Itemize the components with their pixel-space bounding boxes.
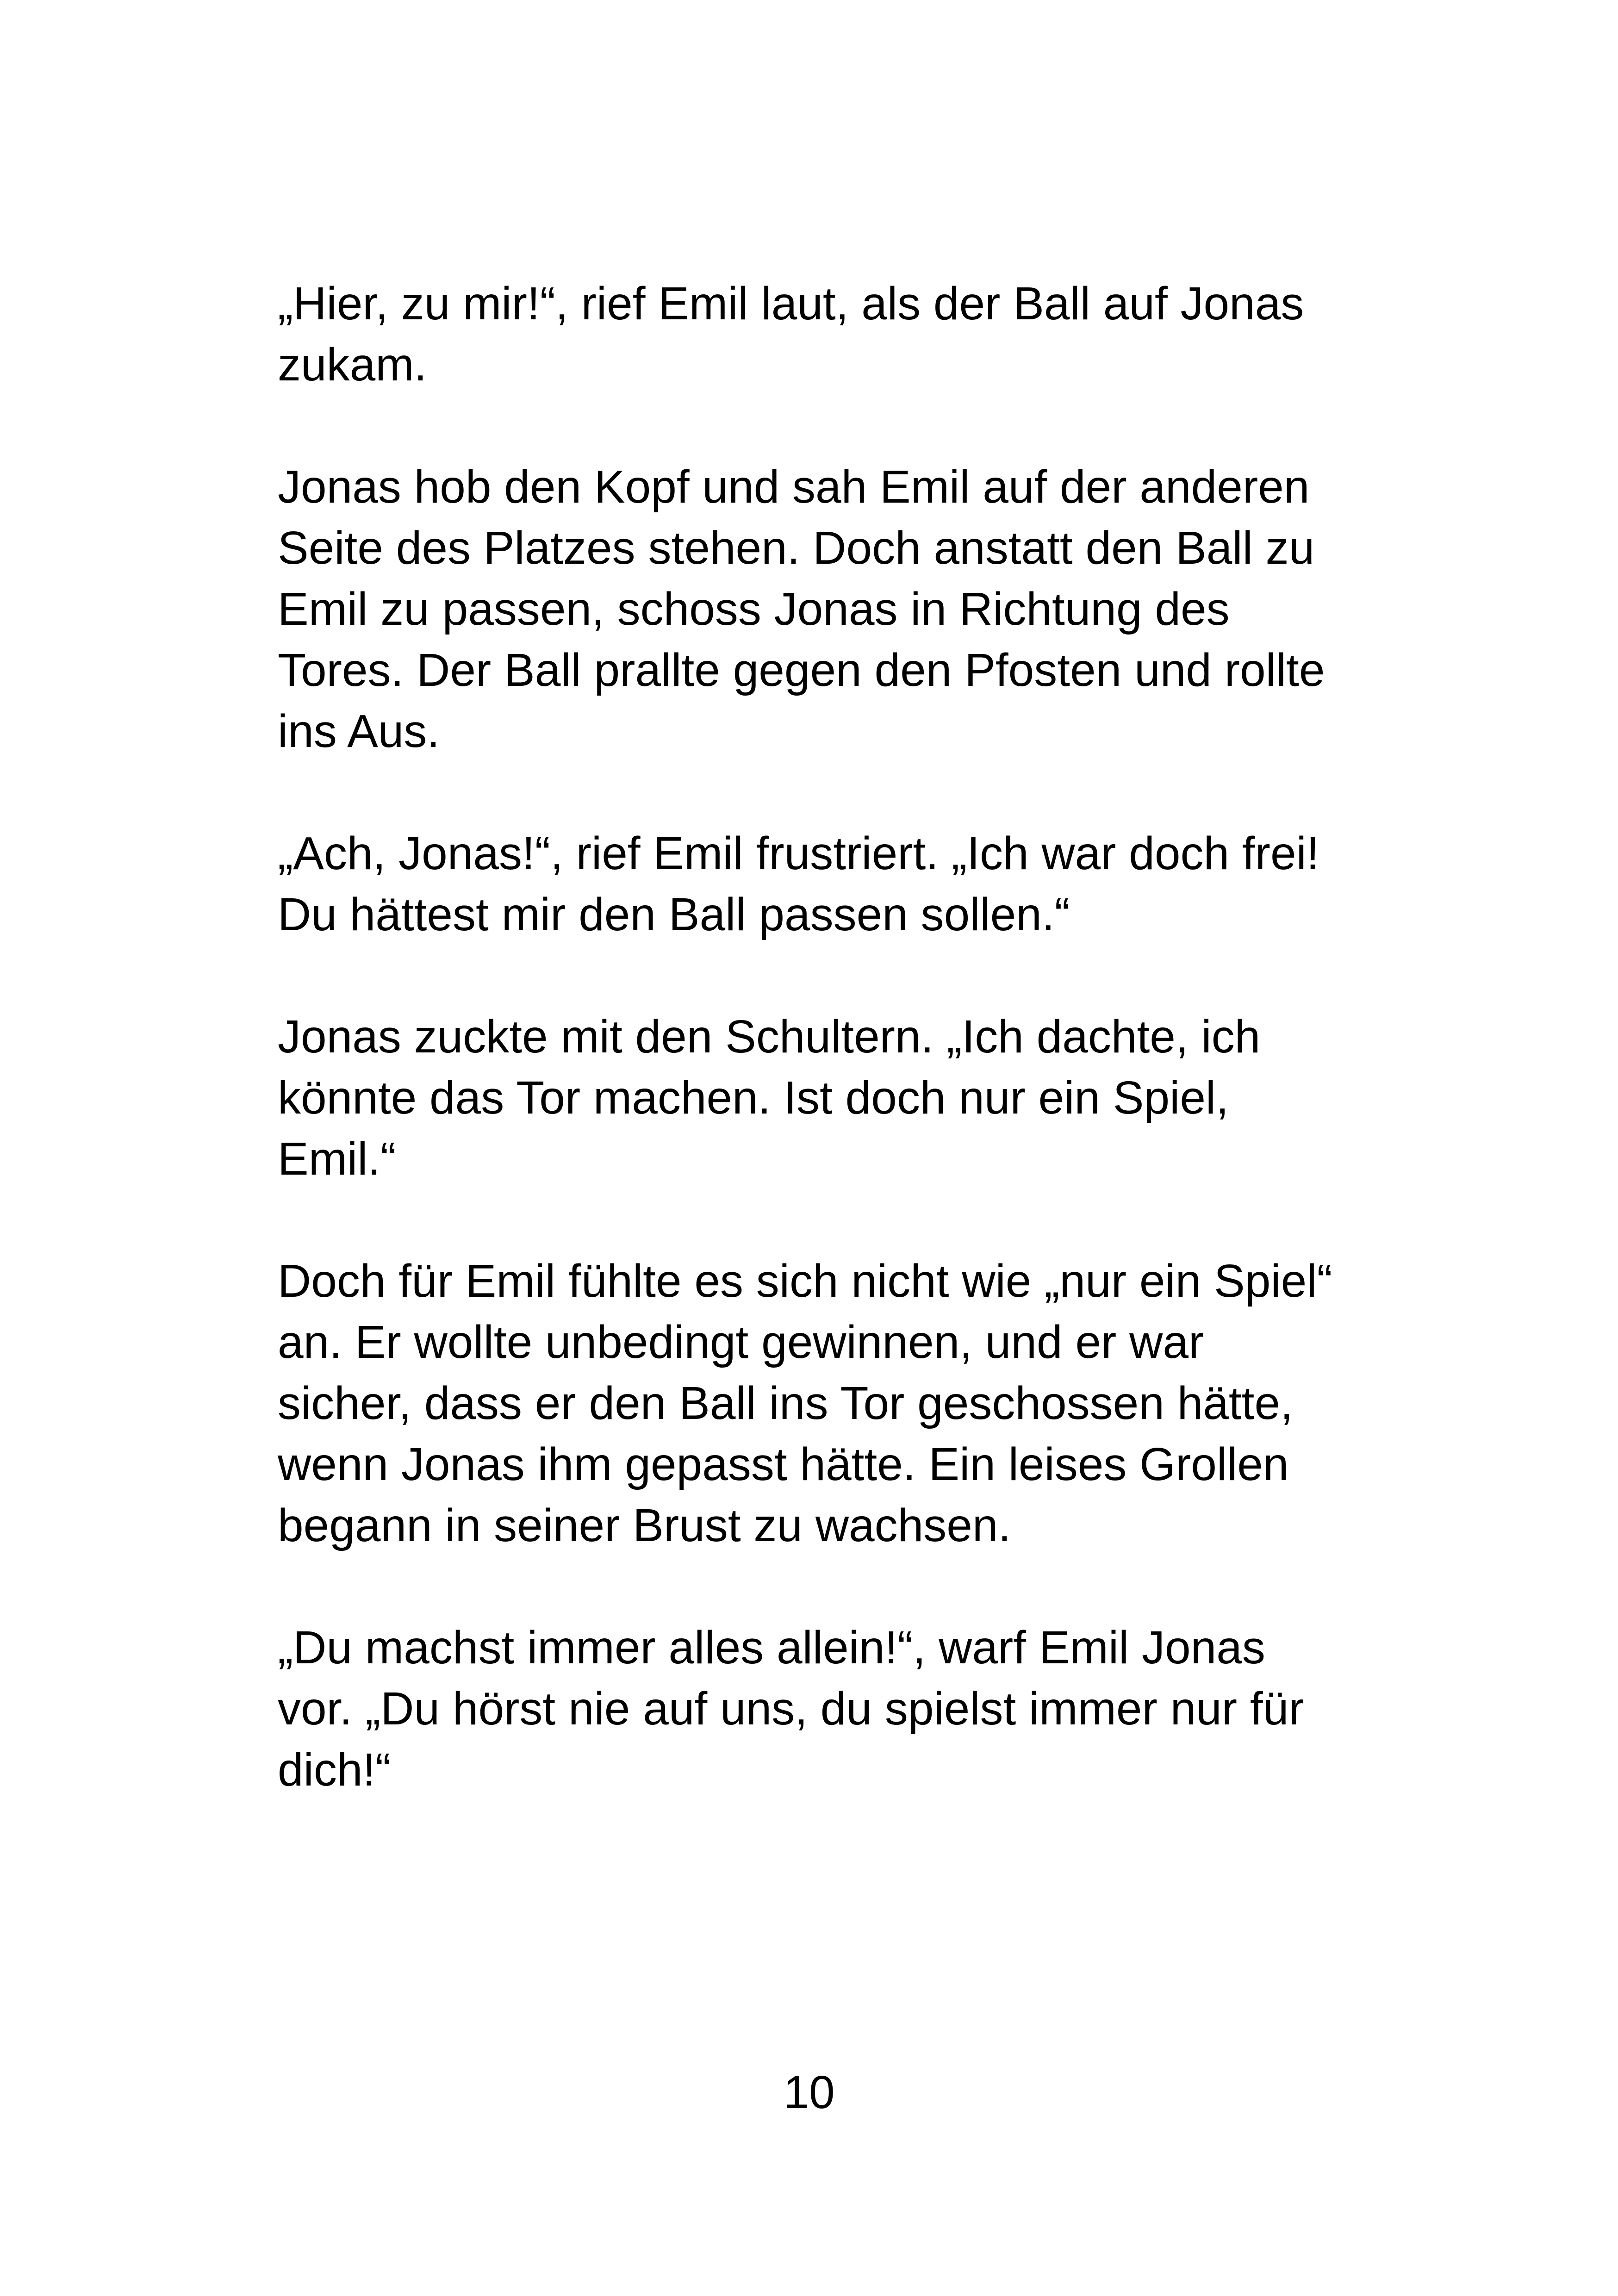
paragraph-4 <box>278 1006 1356 1189</box>
text-line: Seite des Platzes stehen. Doch anstatt den Ball zu <box>278 522 1315 574</box>
text-line: Doch für Emil fühlte es sich nicht wie „nur ein Spiel“ <box>278 1255 1332 1307</box>
text-line: Jonas zuckte mit den Schultern. „Ich dachte, ich <box>278 1011 1261 1063</box>
text-line: zukam. <box>278 339 427 391</box>
text-line: Emil.“ <box>278 1133 396 1185</box>
text-line: Tores. Der Ball prallte gegen den Pfosten und rollte <box>278 644 1325 696</box>
paragraph-1 <box>278 273 1356 395</box>
text-line: könnte das Tor machen. Ist doch nur ein Spiel, <box>278 1072 1229 1124</box>
text-line: dich!“ <box>278 1744 391 1796</box>
page-number: 10 <box>783 2066 835 2118</box>
text-line: Du hättest mir den Ball passen sollen.“ <box>278 889 1070 940</box>
text-line: ins Aus. <box>278 705 440 757</box>
text-line: „Du machst immer alles allein!“, warf Emil Jonas <box>278 1622 1265 1674</box>
text-line: begann in seiner Brust zu wachsen. <box>278 1500 1011 1551</box>
text-line: „Hier, zu mir!“, rief Emil laut, als der Ball auf Jonas <box>278 278 1304 330</box>
paragraph-3 <box>278 823 1356 945</box>
text-line: „Ach, Jonas!“, rief Emil frustriert. „Ich war doch frei! <box>278 828 1319 879</box>
text-line: vor. „Du hörst nie auf uns, du spielst immer nur für <box>278 1683 1304 1735</box>
paragraph-5 <box>278 1251 1356 1556</box>
text-line: sicher, dass er den Ball ins Tor geschossen hätte, <box>278 1377 1293 1429</box>
text-line: wenn Jonas ihm gepasst hätte. Ein leises Grollen <box>278 1438 1289 1490</box>
text-line: Jonas hob den Kopf und sah Emil auf der anderen <box>278 461 1310 513</box>
paragraph-2 <box>278 456 1356 762</box>
paragraph-6 <box>278 1617 1356 1800</box>
story-text <box>278 273 1356 1861</box>
text-line: Emil zu passen, schoss Jonas in Richtung des <box>278 583 1230 635</box>
text-line: an. Er wollte unbedingt gewinnen, und er war <box>278 1316 1204 1368</box>
